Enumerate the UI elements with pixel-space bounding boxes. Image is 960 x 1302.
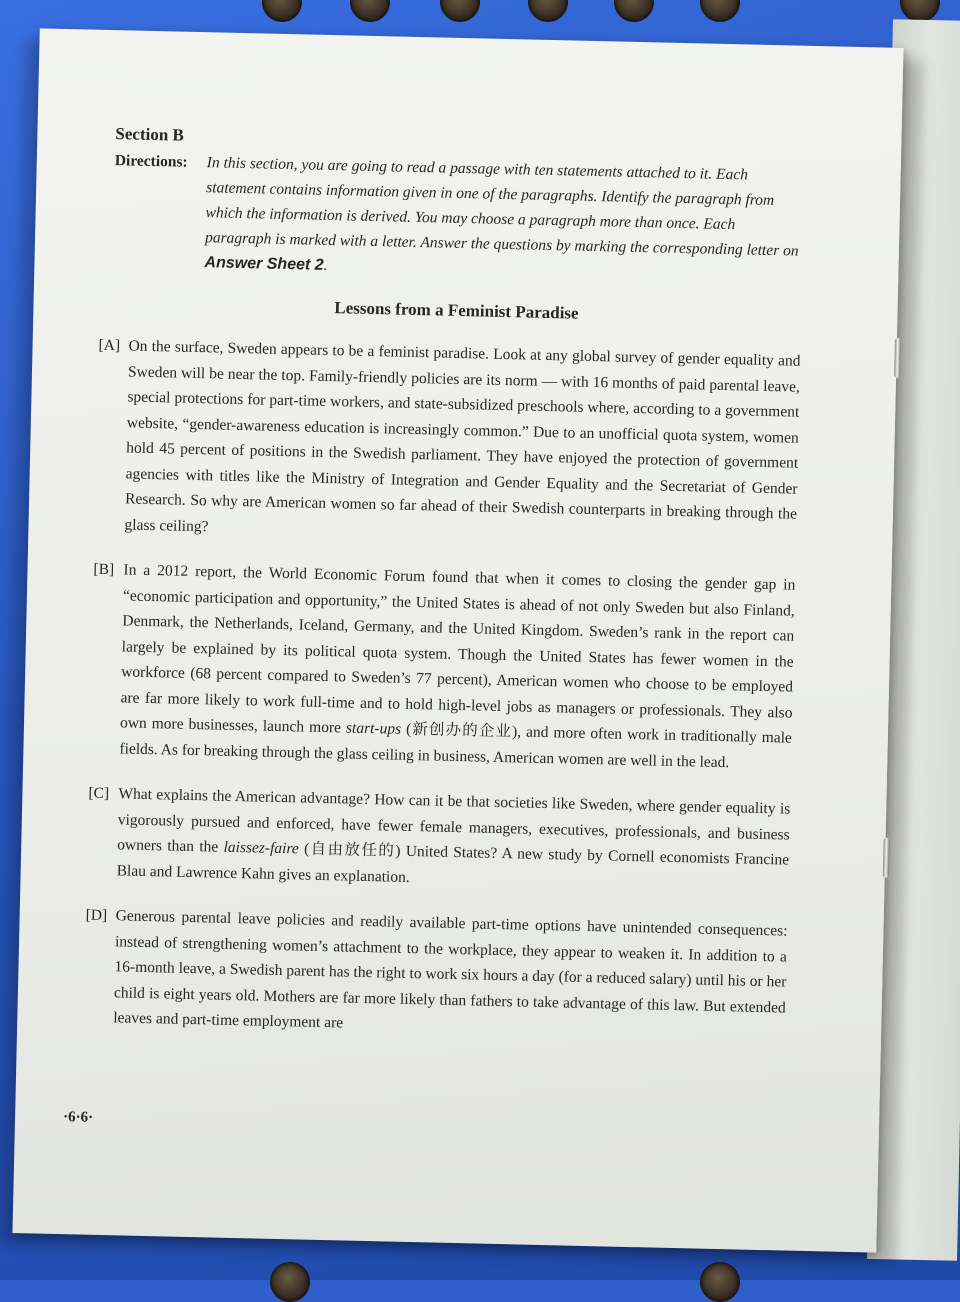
passage-title: Lessons from a Feminist Paradise [334, 298, 579, 323]
paragraph-text-part: United States? A new study by Cornell economists Francine Blau and Lawrence Kahn gives an explanation. [116, 842, 790, 886]
directions-body: In this section, you are going to read a passage with ten statements attached to it. Each statement contains information given in one of the paragraphs. Identify the paragraph from which the information is derived. You may choose a paragraph more than once. Each paragraph is marked with a letter. Answer the questions by marking the corresponding letter on [204, 154, 799, 260]
paragraph-text [106, 781, 790, 898]
binder-hole [700, 1262, 740, 1302]
directions-block [112, 148, 805, 289]
paragraph-d [85, 903, 788, 1046]
paragraph-text: Generous parental leave policies and readily available part-time options have unintended consequences: instead of strengthening women’s attachment to the workplace, they appear to weaken it. In addition to a 16-month leave, a Swedish parent has the right to work six hours a day (for a reduced salary) until his or her child is eight years old. Mothers are far more likely than fathers to take advantage of this law. But extended leaves and part-time employment are [113, 907, 788, 1032]
page-content [85, 124, 806, 1066]
staple [894, 338, 901, 378]
italic-term: laissez-faire [223, 838, 299, 858]
paragraph-text-part: What explains the American advantage? How can it be that societies like Sweden, where gender equality is vigorously pursued and enforced, have fewer female managers, executives, professionals, and business owners than the [117, 785, 791, 856]
paragraph-text-part: , and more often work in traditionally male fields. As for breaking through the glass ceiling in business, American women are well in the lead. [119, 723, 793, 771]
paragraph-label: [B] [93, 560, 115, 579]
paragraph-label: [C] [88, 784, 110, 803]
italic-term: start-ups [345, 719, 402, 738]
directions-period: . [323, 256, 328, 274]
chinese-gloss: (新创办的企业) [400, 720, 518, 741]
paragraph-text: On the surface, Sweden appears to be a feminist paradise. Look at any global survey of gender equality and Sweden will be near the top. Family-friendly policies are its norm — with 16 months of paid parental leave, special protections for part-time workers, and state-subsidized preschools where, according to a government website, “gender-awareness education is increasingly common.” Due to an unofficial quota system, women hold 45 percent of positions in the Swedish parliament. They have enjoyed the protection of government agencies with titles like the Ministry of Integration and Gender Equality and the Secretariat of Gender Research. So why are American women so far ahead of their Swedish counterparts in breaking through the glass ceiling? [124, 337, 801, 535]
paragraph-c [88, 781, 791, 899]
answer-sheet-reference: Answer Sheet 2 [204, 254, 324, 274]
page-number: ·6·6· [62, 1109, 94, 1126]
paragraph-text [109, 557, 795, 776]
paragraph-label: [D] [85, 906, 108, 925]
paragraph-b [93, 557, 796, 777]
directions-text [204, 150, 805, 289]
chinese-gloss: (自由放任的) [298, 840, 401, 860]
binder-hole [270, 1262, 310, 1302]
paragraph-label: [A] [98, 336, 121, 355]
staple [883, 838, 890, 878]
exam-page [12, 28, 903, 1252]
paragraph-text-part: In a 2012 report, the World Economic Forum found that when it comes to closing the gender gap in “economic participation and opportunity,” the United States is ahead of not only Sweden but also Finland, Denmark, the Netherlands, Iceland, Germany, and the United Kingdom. Sweden’s rank in the report can largely be explained by its political quota system. Though the United States has fewer women in the workforce (68 percent compared to Sweden’s 77 percent), American women who choose to be employed are far more likely to work full-time and to hold high-level jobs as managers or professionals. They also own more businesses, launch more [119, 561, 796, 737]
paragraph-a [98, 333, 801, 553]
directions-label: Directions: [114, 152, 188, 171]
section-title: Section B [115, 124, 185, 145]
